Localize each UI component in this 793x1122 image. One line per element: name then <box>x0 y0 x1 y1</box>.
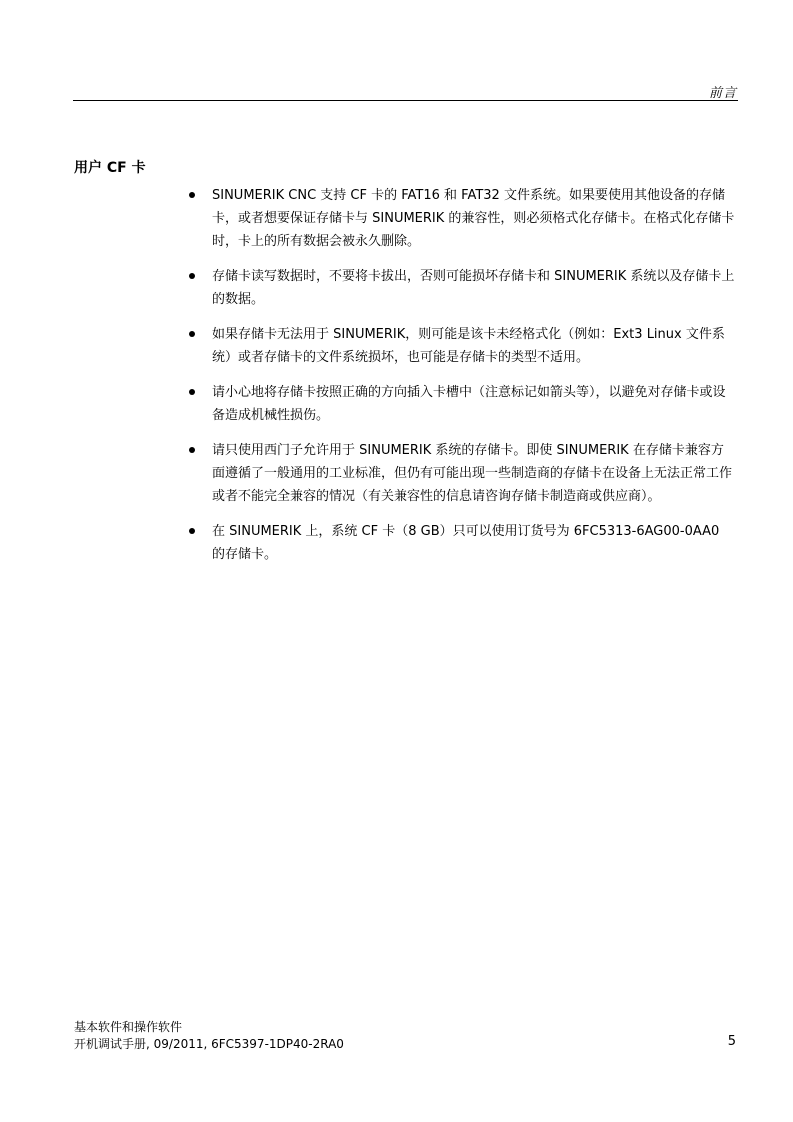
footer-book-title: 基本软件和操作软件 <box>74 1020 183 1034</box>
list-item-text: 请小心地将存储卡按照正确的方向插入卡槽中（注意标记如箭头等），以避免对存储卡或设备造成机械性损伤。 <box>212 385 726 423</box>
page-number: 5 <box>727 1034 736 1049</box>
header-divider <box>73 100 738 101</box>
list-item <box>184 265 736 311</box>
list-item <box>184 520 736 566</box>
list-item <box>184 439 736 508</box>
list-item-text: 请只使用西门子允许用于 SINUMERIK 系统的存储卡。即使 SINUMERIK 在存储卡兼容方面遵循了一般通用的工业标准，但仍有可能出现一些制造商的存储卡在设备上无法正常工作或者不能完全兼容的情况（有关兼容性的信息请咨询存储卡制造商或供应商）。 <box>212 443 733 504</box>
list-item <box>184 381 736 427</box>
running-header: 前言 <box>708 86 737 101</box>
list-item <box>184 323 736 369</box>
bullet-icon <box>189 273 195 279</box>
bullet-icon <box>189 192 195 198</box>
bullet-icon <box>189 528 195 534</box>
list-item-text: 如果存储卡无法用于 SINUMERIK，则可能是该卡未经格式化（例如：Ext3 Linux 文件系统）或者存储卡的文件系统损坏，也可能是存储卡的类型不适用。 <box>212 327 725 365</box>
bullet-icon <box>189 447 195 453</box>
section-title: 用户 CF 卡 <box>74 160 146 176</box>
list-item-text: SINUMERIK CNC 支持 CF 卡的 FAT16 和 FAT32 文件系统。如果要使用其他设备的存储卡，或者想要保证存储卡与 SINUMERIK 的兼容性，则必须格式化存储卡。在格式化存储卡时，卡上的所有数据会被永久删除。 <box>212 188 735 249</box>
footer-doc-info: 开机调试手册, 09/2011, 6FC5397-1DP40-2RA0 <box>74 1037 344 1051</box>
list-item-text: 存储卡读写数据时，不要将卡拔出，否则可能损坏存储卡和 SINUMERIK 系统以及存储卡上的数据。 <box>212 269 735 307</box>
bullet-list <box>184 184 736 578</box>
list-item-text: 在 SINUMERIK 上，系统 CF 卡（8 GB）只可以使用订货号为 6FC5313-6AG00-0AA0 的存储卡。 <box>212 524 720 562</box>
bullet-icon <box>189 331 195 337</box>
bullet-icon <box>189 389 195 395</box>
list-item <box>184 184 736 253</box>
